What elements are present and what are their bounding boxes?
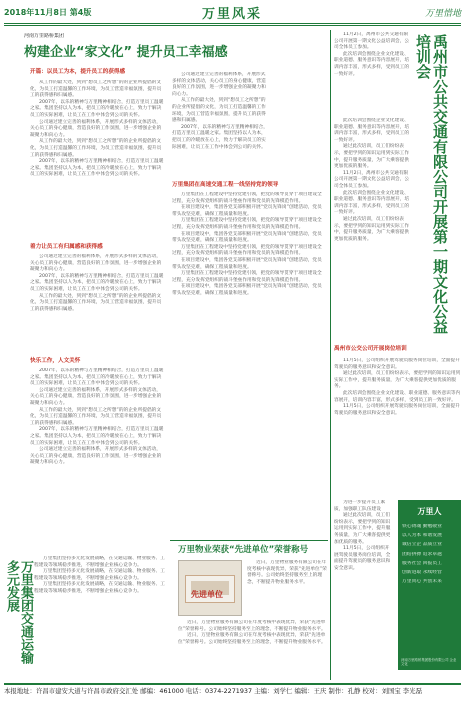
- sidebar-line: 以人为本 和谐发展: [402, 533, 442, 539]
- article6-vertical-title: 万里集团交通运输多元发展: [4, 560, 33, 664]
- culture-sidebar: [398, 500, 461, 670]
- sidebar-line: 团结拼搏 追求卓越: [402, 551, 442, 557]
- article2-intro: 11月2日，禹州市公共交通有限公司开展第一期文化公益培训会，公司全体员工参加。 此次培训会围绕企业文化建设、职业道德、服务意识等内容展开，培训内容丰富，形式多样，受到员工的一致好评。: [334, 32, 410, 77]
- article4-title: 万里集团在高速交通工程一线坚持党的领导: [172, 182, 279, 188]
- article2-vertical-title: 禹州市公共交通有限公司开展第一期文化公益培训会: [414, 34, 449, 334]
- article1-sub3: 快乐工作，人文关怀: [30, 358, 81, 364]
- sidebar-line: 诚信立企 品质立业: [402, 542, 442, 548]
- article3-title: 禹州市公交公司开展岗位培训: [334, 346, 407, 352]
- article4-text: 万里集团在工程建设中坚持党建引领，把党的领导贯穿于项目建设全过程，充分发挥党组织的战斗堡垒作用和党员的先锋模范作用。 在项目建设中，集团各党支部积极开展“党员先锋岗”创建活动，党员带头攻坚克难，确保工程质量和进度。 万里集团在工程建设中坚持党建引领，把党的领导贯穿于项目建设全过程，充分发挥党组织的战斗堡垒作用和党员的先锋模范作用。 在项目建设中，集团各党支部积极开展“党员先锋岗”创建活动，党员带头攻坚克难，确保工程质量和进度。 万里集团在工程建设中坚持党建引领，把党的领导贯穿于项目建设全过程，充分发挥党组织的战斗堡垒作用和党员的先锋模范作用。 在项目建设中，集团各党支部积极开展“党员先锋岗”创建活动，党员带头攻坚克难，确保工程质量和进度。 万里集团在工程建设中坚持党建引领，把党的领导贯穿于项目建设全过程，充分发挥党组织的战斗堡垒作用和党员的先锋模范作用。 在项目建设中，集团各党支部积极开展“党员先锋岗”创建活动，党员带头攻坚克难，确保工程质量和进度。: [172, 192, 322, 296]
- sidebar-line: 铁心铸魂 勤勉敬业: [402, 524, 442, 529]
- article1-text-b: 公司通过建立完善的福利体系，开展形式多样的文体活动，关心员工的身心健康，营造良好的工作氛围，进一步增强企业的凝聚力和向心力。 2007年，以乐的精神与万里精神相结合，打造万里员工温暖之家。集团坚持以人为本，把员工的冷暖放在心上，致力于解决员工的实际困难，让员工在工作中体会到公司的关怀。 从工作的最大处，到到“想员工之所想”的的企业所提倡的文化，为员工打造温馨的工作环境，为员工营造幸福氛围，提升员工的获得感和归属感。: [30, 254, 164, 312]
- section-tag: 万里惜地: [424, 9, 461, 19]
- article1-sub1: 开篇：以员工为本，提升员工的获得感: [30, 69, 126, 75]
- issue-date: 2018年11月8日 第4版: [4, 8, 92, 17]
- sidebar-line: 万里同心 共创未来: [402, 579, 442, 585]
- masthead: [4, 2, 461, 26]
- page-footer: 本报地址：许昌市建安大道与许昌市政府交汇处 邮编：461000 电话：0374-2271937 主编：刘学仁 编辑：王庆 制作：孔静 校对：刘国宝 李光磊: [4, 683, 461, 697]
- sidebar-footnote: 河南万里路桥集团股份有限公司 企业文化: [401, 657, 457, 666]
- article5-photo: [178, 560, 242, 616]
- section-title: 万里风采: [202, 7, 263, 22]
- column-divider: [330, 30, 331, 680]
- article3-text-b: 为进一步提升员工素质，加强职工队伍建设 通过此次培训，员工们纷纷表示，要把学到的知识运用到实际工作中，提升服务质量，为广大乘客提供更加优质的服务。 11月5日，公司组织开展驾驶员服务岗位培训，全面提升驾驶员的服务意识和安全意识。: [334, 500, 391, 571]
- article5-text: 近日，万里物业服务有限公司在年度考核中表现优异，荣获“先进单位”荣誉称号。公司始终坚持服务至上的理念，不断提升物业服务水平。 近日，万里物业服务有限公司在年度考核中表现优异，荣获“先进单位”荣誉称号。公司始终坚持服务至上的理念，不断提升物业服务水平。: [178, 620, 326, 645]
- sidebar-line: 服务社会 回报员工: [402, 560, 442, 566]
- article1-text-a: 从工作的最大处，到到“想员工之所想”的的企业所提倡的文化，为员工打造温馨的工作环境，为员工营造幸福氛围，提升员工的获得感和归属感。 2007年，以乐的精神与万里精神相结合，打造万里员工温暖之家。集团坚持以人为本，把员工的冷暖放在心上，致力于解决员工的实际困难，让员工在工作中体会到公司的关怀。 公司通过建立完善的福利体系，开展形式多样的文体活动，关心员工的身心健康，营造良好的工作氛围，进一步增强企业的凝聚力和向心力。 从工作的最大处，到到“想员工之所想”的的企业所提倡的文化，为员工打造温馨的工作环境，为员工营造幸福氛围，提升员工的获得感和归属感。 2007年，以乐的精神与万里精神相结合，打造万里员工温暖之家。集团坚持以人为本，把员工的冷暖放在心上，致力于解决员工的实际困难，让员工在工作中体会到公司的关怀。: [30, 80, 164, 178]
- article1-headline: 构建企业“家文化” 提升员工幸福感: [24, 45, 228, 60]
- article5-text-side: 近日，万里物业服务有限公司在年度考核中表现优异，荣获“先进单位”荣誉称号。公司始终坚持服务至上的理念，不断提升物业服务水平。: [247, 560, 327, 585]
- article1-text-mid: 公司通过建立完善的福利体系，开展形式多样的文体活动，关心员工的身心健康，营造良好的工作氛围，进一步增强企业的凝聚力和向心力。 从工作的最大处，到到“想员工之所想”的的企业所提倡的文化，为员工打造温馨的工作环境，为员工营造幸福氛围，提升员工的获得感和归属感。 2007年，以乐的精神与万里精神相结合，打造万里员工温暖之家。集团坚持以人为本，把员工的冷暖放在心上，致力于解决员工的实际困难，让员工在工作中体会到公司的关怀。: [172, 72, 268, 150]
- certificate-text: 先进单位: [191, 590, 223, 599]
- article1-sub2: 着力让员工有归属感和获得感: [30, 244, 103, 250]
- sidebar-list: [402, 524, 457, 588]
- section-divider: [170, 540, 328, 541]
- sidebar-line: 创新进取 永续经营: [402, 570, 442, 576]
- article1-byline: 河南万里路桥集团: [24, 33, 65, 39]
- article2-text: 此次培训会围绕企业文化建设、职业道德、服务意识等内容展开，培训内容丰富，形式多样，受到员工的一致好评。 通过此次培训，员工们纷纷表示，要把学到的知识运用到实际工作中，提升服务质量，为广大乘客提供更加优质的服务。 11月2日，禹州市公共交通有限公司开展第一期文化公益培训会，公司全体员工参加。 此次培训会围绕企业文化建设、职业道德、服务意识等内容展开，培训内容丰富，形式多样，受到员工的一致好评。 通过此次培训，员工们纷纷表示，要把学到的知识运用到实际工作中，提升服务质量，为广大乘客提供更加优质的服务。: [334, 118, 410, 242]
- article5-title: 万里物业荣获“先进单位”荣誉称号: [178, 545, 309, 555]
- article3-text: 11月5日，公司组织开展驾驶员服务岗位培训，全面提升驾驶员的服务意识和安全意识。 通过此次培训，员工们纷纷表示，要把学到的知识运用到实际工作中，提升服务质量，为广大乘客提供更加优质的服务。 此次培训会围绕企业文化建设、职业道德、服务意识等内容展开，培训内容丰富，形式多样，受到员工的一致好评。 11月5日，公司组织开展驾驶员服务岗位培训，全面提升驾驶员的服务意识和安全意识。: [334, 358, 461, 416]
- sidebar-title: 万里人: [417, 507, 442, 516]
- article1-text-c: 2007年，以乐的精神与万里精神相结合，打造万里员工温暖之家。集团坚持以人为本，把员工的冷暖放在心上，致力于解决员工的实际困难，让员工在工作中体会到公司的关怀。 公司通过建立完善的福利体系，开展形式多样的文体活动，关心员工的身心健康，营造良好的工作氛围，进一步增强企业的凝聚力和向心力。 从工作的最大处，到到“想员工之所想”的的企业所提倡的文化，为员工打造温馨的工作环境，为员工营造幸福氛围，提升员工的获得感和归属感。 2007年，以乐的精神与万里精神相结合，打造万里员工温暖之家。集团坚持以人为本，把员工的冷暖放在心上，致力于解决员工的实际困难，让员工在工作中体会到公司的关怀。 公司通过建立完善的福利体系，开展形式多样的文体活动，关心员工的身心健康，营造良好的工作氛围，进一步增强企业的凝聚力和向心力。: [30, 368, 164, 466]
- article6-text: 万里集团坚持多元化发展战略，在交通运输、物业服务、工程建设等领域稳步推进，不断增强企业核心竞争力。 万里集团坚持多元化发展战略，在交通运输、物业服务、工程建设等领域稳步推进，不断增强企业核心竞争力。 万里集团坚持多元化发展战略，在交通运输、物业服务、工程建设等领域稳步推进，不断增强企业核心竞争力。: [34, 556, 165, 594]
